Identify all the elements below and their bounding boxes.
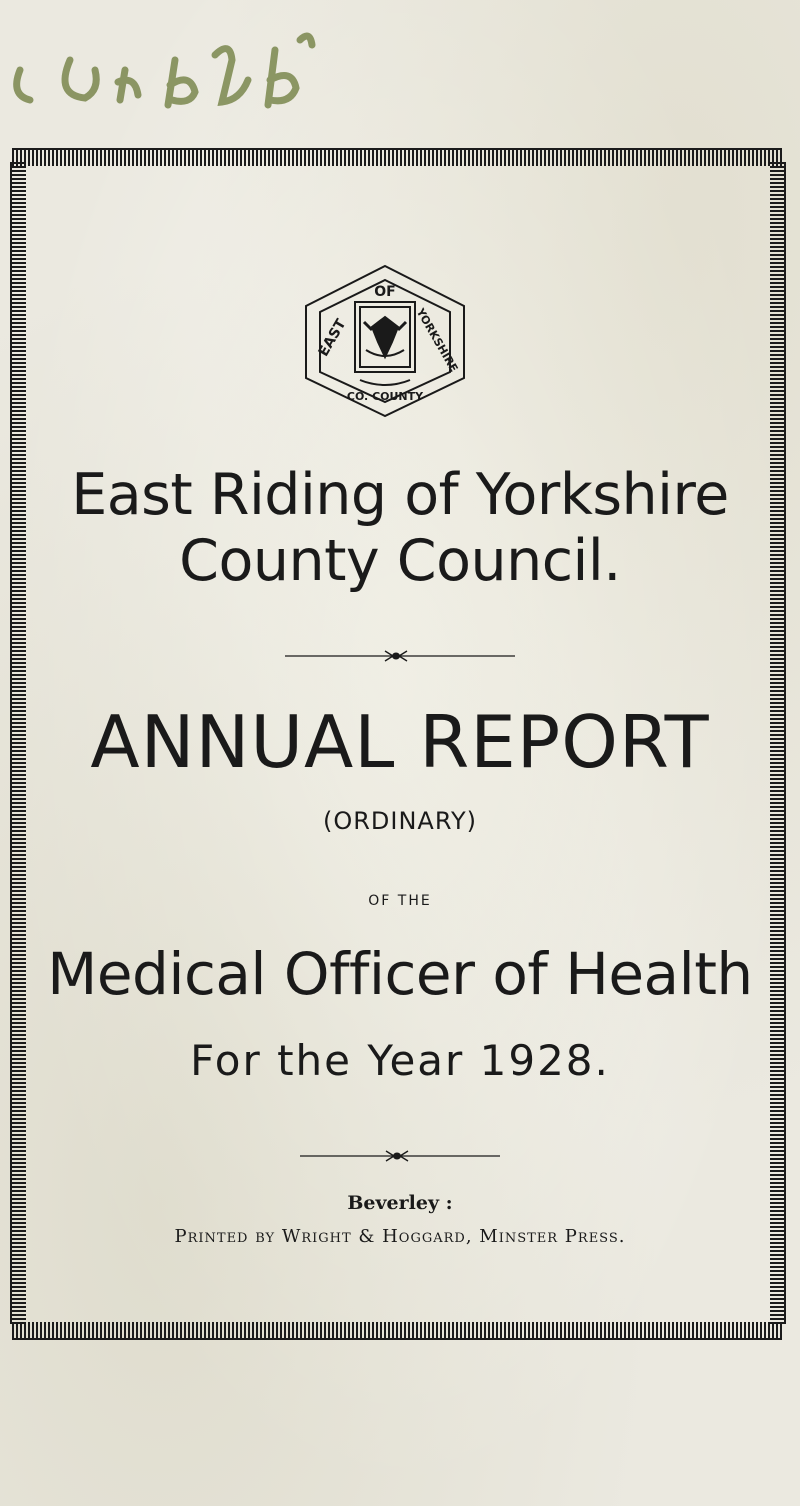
printer-credit: Printed by Wright & Hoggard, Minster Press. — [174, 1226, 626, 1247]
crest-text-bottom: CO. COUNTY — [346, 390, 424, 403]
report-subtitle: (ORDINARY) — [322, 807, 478, 835]
frame-bottom-rule — [12, 1322, 782, 1340]
officer-title: Medical Officer of Health — [47, 940, 753, 1008]
divider-ornament-lower — [300, 1148, 500, 1164]
crest-text-right: YORKSHIRE — [413, 306, 461, 375]
frame-top-rule — [12, 148, 782, 166]
handwritten-mark — [0, 0, 340, 120]
county-crest-seal — [300, 262, 470, 420]
crest-text-top: OF — [374, 284, 396, 300]
crest-text-left: EAST — [315, 316, 350, 360]
frame-left-rule — [10, 162, 26, 1324]
council-title-line-2: County Council. — [179, 528, 621, 594]
frame-right-rule — [770, 162, 786, 1324]
council-title-line-1: East Riding of Yorkshire — [71, 462, 729, 528]
year-line: For the Year 1928. — [190, 1036, 610, 1085]
of-the-label: OF THE — [368, 893, 432, 909]
report-title: ANNUAL REPORT — [90, 700, 710, 784]
divider-ornament — [285, 648, 515, 664]
place-of-printing: Beverley : — [347, 1192, 453, 1214]
